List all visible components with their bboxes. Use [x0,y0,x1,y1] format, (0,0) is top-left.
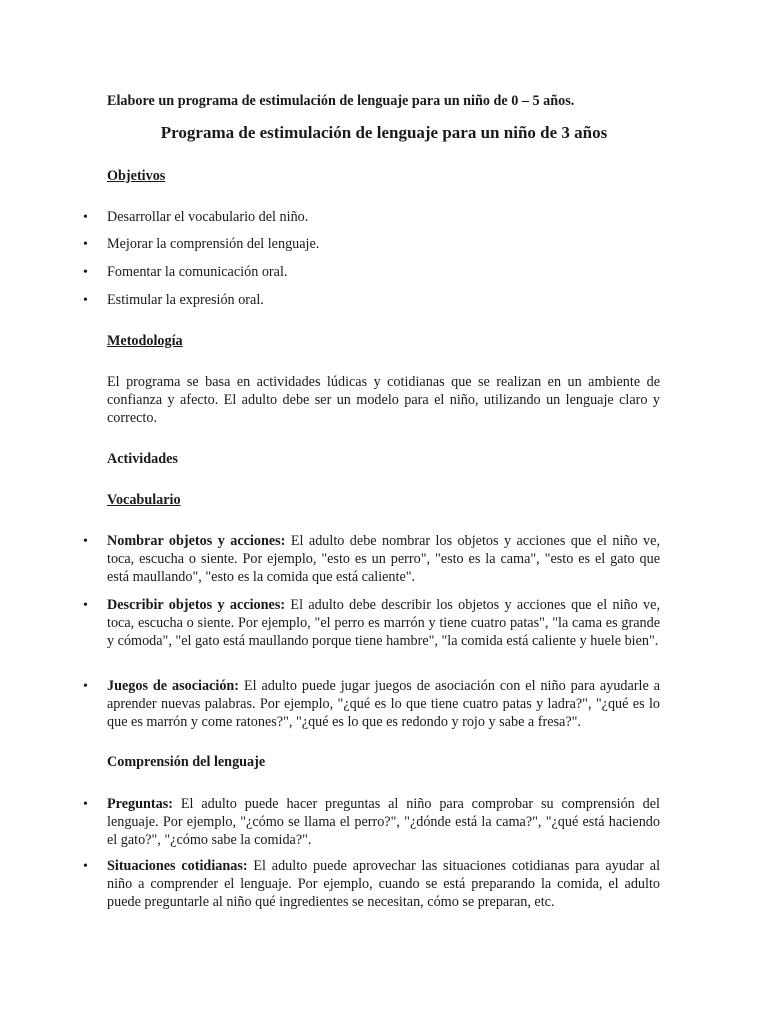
bullet-icon: • [83,210,88,225]
bullet-icon: • [83,859,88,874]
item-text: El adulto debe describir los objetos y acciones que el niño ve, toca, escucha o siente. Por ejemplo, "el perro es marrón y tiene cuatro patas", "la cama es grande y cómoda", "el gato está maullando porque tiene hambre", "la comida está caliente y huele bien". [107,597,660,649]
bullet-icon: • [83,265,88,280]
comprension-item [107,857,660,911]
vocabulario-item [107,596,660,650]
item-label: Juegos de asociación: [107,678,240,694]
item-label: Nombrar objetos y acciones: [107,533,286,549]
bullet-icon: • [83,797,88,812]
item-text: El adulto debe nombrar los objetos y acciones que el niño ve, toca, escucha o siente. Por ejemplo, "esto es un perro", "esto es la cama", "esto es el gato que está maullando", "esto es la comida que está caliente". [107,533,660,585]
bullet-icon: • [83,679,88,694]
objetivo-item: Desarrollar el vocabulario del niño. [107,209,309,225]
objetivo-item: Mejorar la comprensión del lenguaje. [107,236,320,252]
vocabulario-item [107,677,660,731]
prompt-line: Elabore un programa de estimulación de lenguaje para un niño de 0 – 5 años. [107,93,575,109]
actividades-heading: Actividades [107,451,178,467]
item-label: Situaciones cotidianas: [107,858,248,874]
bullet-icon: • [83,293,88,308]
bullet-icon: • [83,534,88,549]
item-label: Describir objetos y acciones: [107,597,286,613]
vocabulario-heading: Vocabulario [107,492,181,508]
metodologia-paragraph: El programa se basa en actividades lúdicas y cotidianas que se realizan en un ambiente de confianza y afecto. El adulto debe ser un modelo para el niño, utilizando un lenguaje claro y correcto. [107,374,660,426]
metodologia-heading: Metodología [107,333,183,349]
comprension-item [107,795,660,849]
objetivos-heading: Objetivos [107,168,166,184]
item-text: El adulto puede hacer preguntas al niño para comprobar su comprensión del lenguaje. Por ejemplo, "¿cómo se llama el perro?", "¿dónde está la cama?", "¿qué está haciendo el gato?", "¿cómo sabe la comida?". [107,796,660,848]
objetivo-item: Fomentar la comunicación oral. [107,264,288,280]
bullet-icon: • [83,237,88,252]
bullet-icon: • [83,598,88,613]
item-text: El adulto puede aprovechar las situaciones cotidianas para ayudar al niño a comprender el lenguaje. Por ejemplo, cuando se está preparando la comida, el adulto puede preguntarle al niño qué ingredientes se necesitan, cómo se preparan, etc. [107,858,661,910]
vocabulario-item [107,532,660,586]
item-text: El adulto puede jugar juegos de asociación con el niño para ayudarle a aprender nuevas palabras. Por ejemplo, "¿qué es lo que tiene cuatro patas y ladra?", "¿qué es lo que es marrón y come ratones?", "¿qué es lo que es redondo y rojo y sabe a fresa?". [107,678,660,730]
document-title: Programa de estimulación de lenguaje para un niño de 3 años [160,123,608,142]
comprension-heading: Comprensión del lenguaje [107,754,266,770]
objetivo-item: Estimular la expresión oral. [107,292,264,308]
item-label: Preguntas: [107,796,173,812]
